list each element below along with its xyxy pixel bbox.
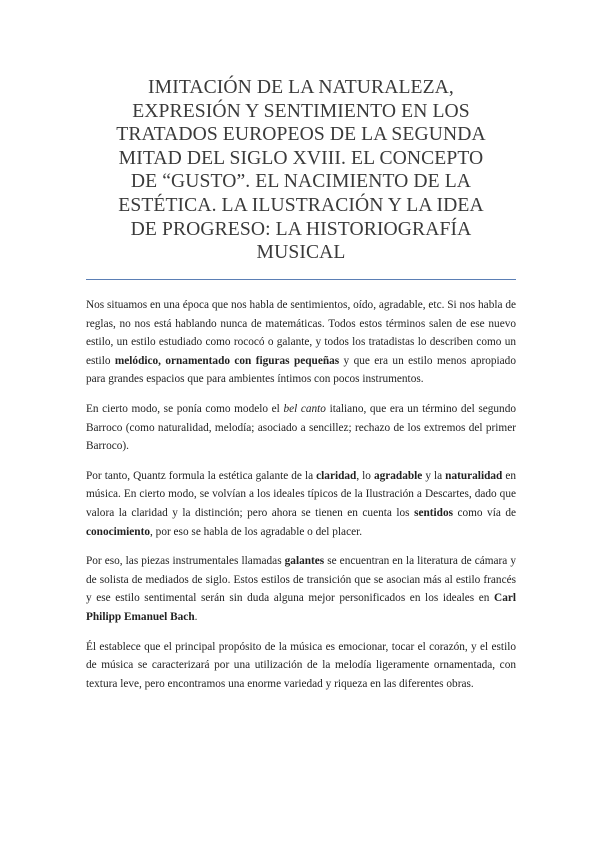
text-run: en música. En cierto modo, se volvían a los ideales típicos de la Ilustración a Descartes, dado que valora la claridad y la distinción; pero ahora se tienen en cuenta los [86,469,516,519]
document-title [86,76,516,265]
document-body [86,296,516,704]
bold-text: sentidos [414,506,453,519]
bold-text: galantes [284,555,325,568]
bold-text: agradable [373,469,423,482]
title-line: IMITACIÓN DE LA NATURALEZA, [148,77,454,98]
text-run: italiano, que era un término del segundo Barroco (como naturalidad, melodía; asociado a sencillez; rechazo de los extremos del primer Barroco). [86,402,517,453]
title-line: ESTÉTICA. LA ILUSTRACIÓN Y LA IDEA [118,194,484,216]
bold-text: Carl Philipp Emanuel Bach [86,592,516,623]
text-run: y la [422,469,446,482]
text-run: se encuentran en la literatura de cámara y de solista de mediados de siglo. Estos estilos de transición que se asocian más al estilo francés y ese estilo sentimental serán sin duda alguna mejor personificados en los ideales en [86,555,516,605]
text-run: Nos situamos en una época que nos habla de sentimientos, oído, agradable, etc. Si nos habla de reglas, no nos está hablando nunca de matemáticas. Todos estos términos salen de ese nuevo estilo, un estilo estudiado como rococó o galante, y todos los tratadistas lo describen como un estilo [86,299,516,367]
text-run: , lo [356,469,374,482]
paragraph-5 [86,638,516,694]
paragraph-1 [86,296,516,389]
title-line: EXPRESIÓN Y SENTIMIENTO EN LOS [132,100,470,122]
text-run: , por eso se habla de los agradable o del placer. [150,525,363,538]
text-run: Por eso, las piezas instrumentales llamadas [86,555,285,568]
paragraph-2 [86,400,516,456]
paragraph-4 [86,552,516,626]
paragraph-3 [86,467,516,541]
text-run: como vía de [452,506,516,519]
title-line: TRATADOS EUROPEOS DE LA SEGUNDA [116,124,486,146]
text-run: Por tanto, Quantz formula la estética galante de la [86,469,317,482]
text-run: y que era un estilo menos apropiado para grandes espacios que para ambientes íntimos con pocos instrumentos. [86,354,516,386]
text-run: Él establece que el principal propósito de la música es emocionar, tocar el corazón, y el estilo de música se caracterizará por una utilización de la melodía ligeramente ornamentada, con textura leve, pero encontramos una enorme variedad y riqueza en las diferentes obras. [86,640,516,690]
italic-text: bel canto [283,402,326,415]
bold-text: naturalidad [445,469,503,482]
bold-text: claridad [316,469,357,482]
bold-text: conocimiento [86,525,151,538]
title-line: MITAD DEL SIGLO XVIII. EL CONCEPTO [118,147,484,169]
title-divider [86,279,516,280]
text-run: . [194,610,198,623]
title-line: DE “GUSTO”. EL NACIMIENTO DE LA [130,171,472,193]
title-line: MUSICAL [256,242,346,264]
text-run: En cierto modo, se ponía como modelo el [86,402,284,415]
title-line: DE PROGRESO: LA HISTORIOGRAFÍA [130,218,472,240]
bold-text: melódico, ornamentado con figuras pequeñas [114,354,340,367]
